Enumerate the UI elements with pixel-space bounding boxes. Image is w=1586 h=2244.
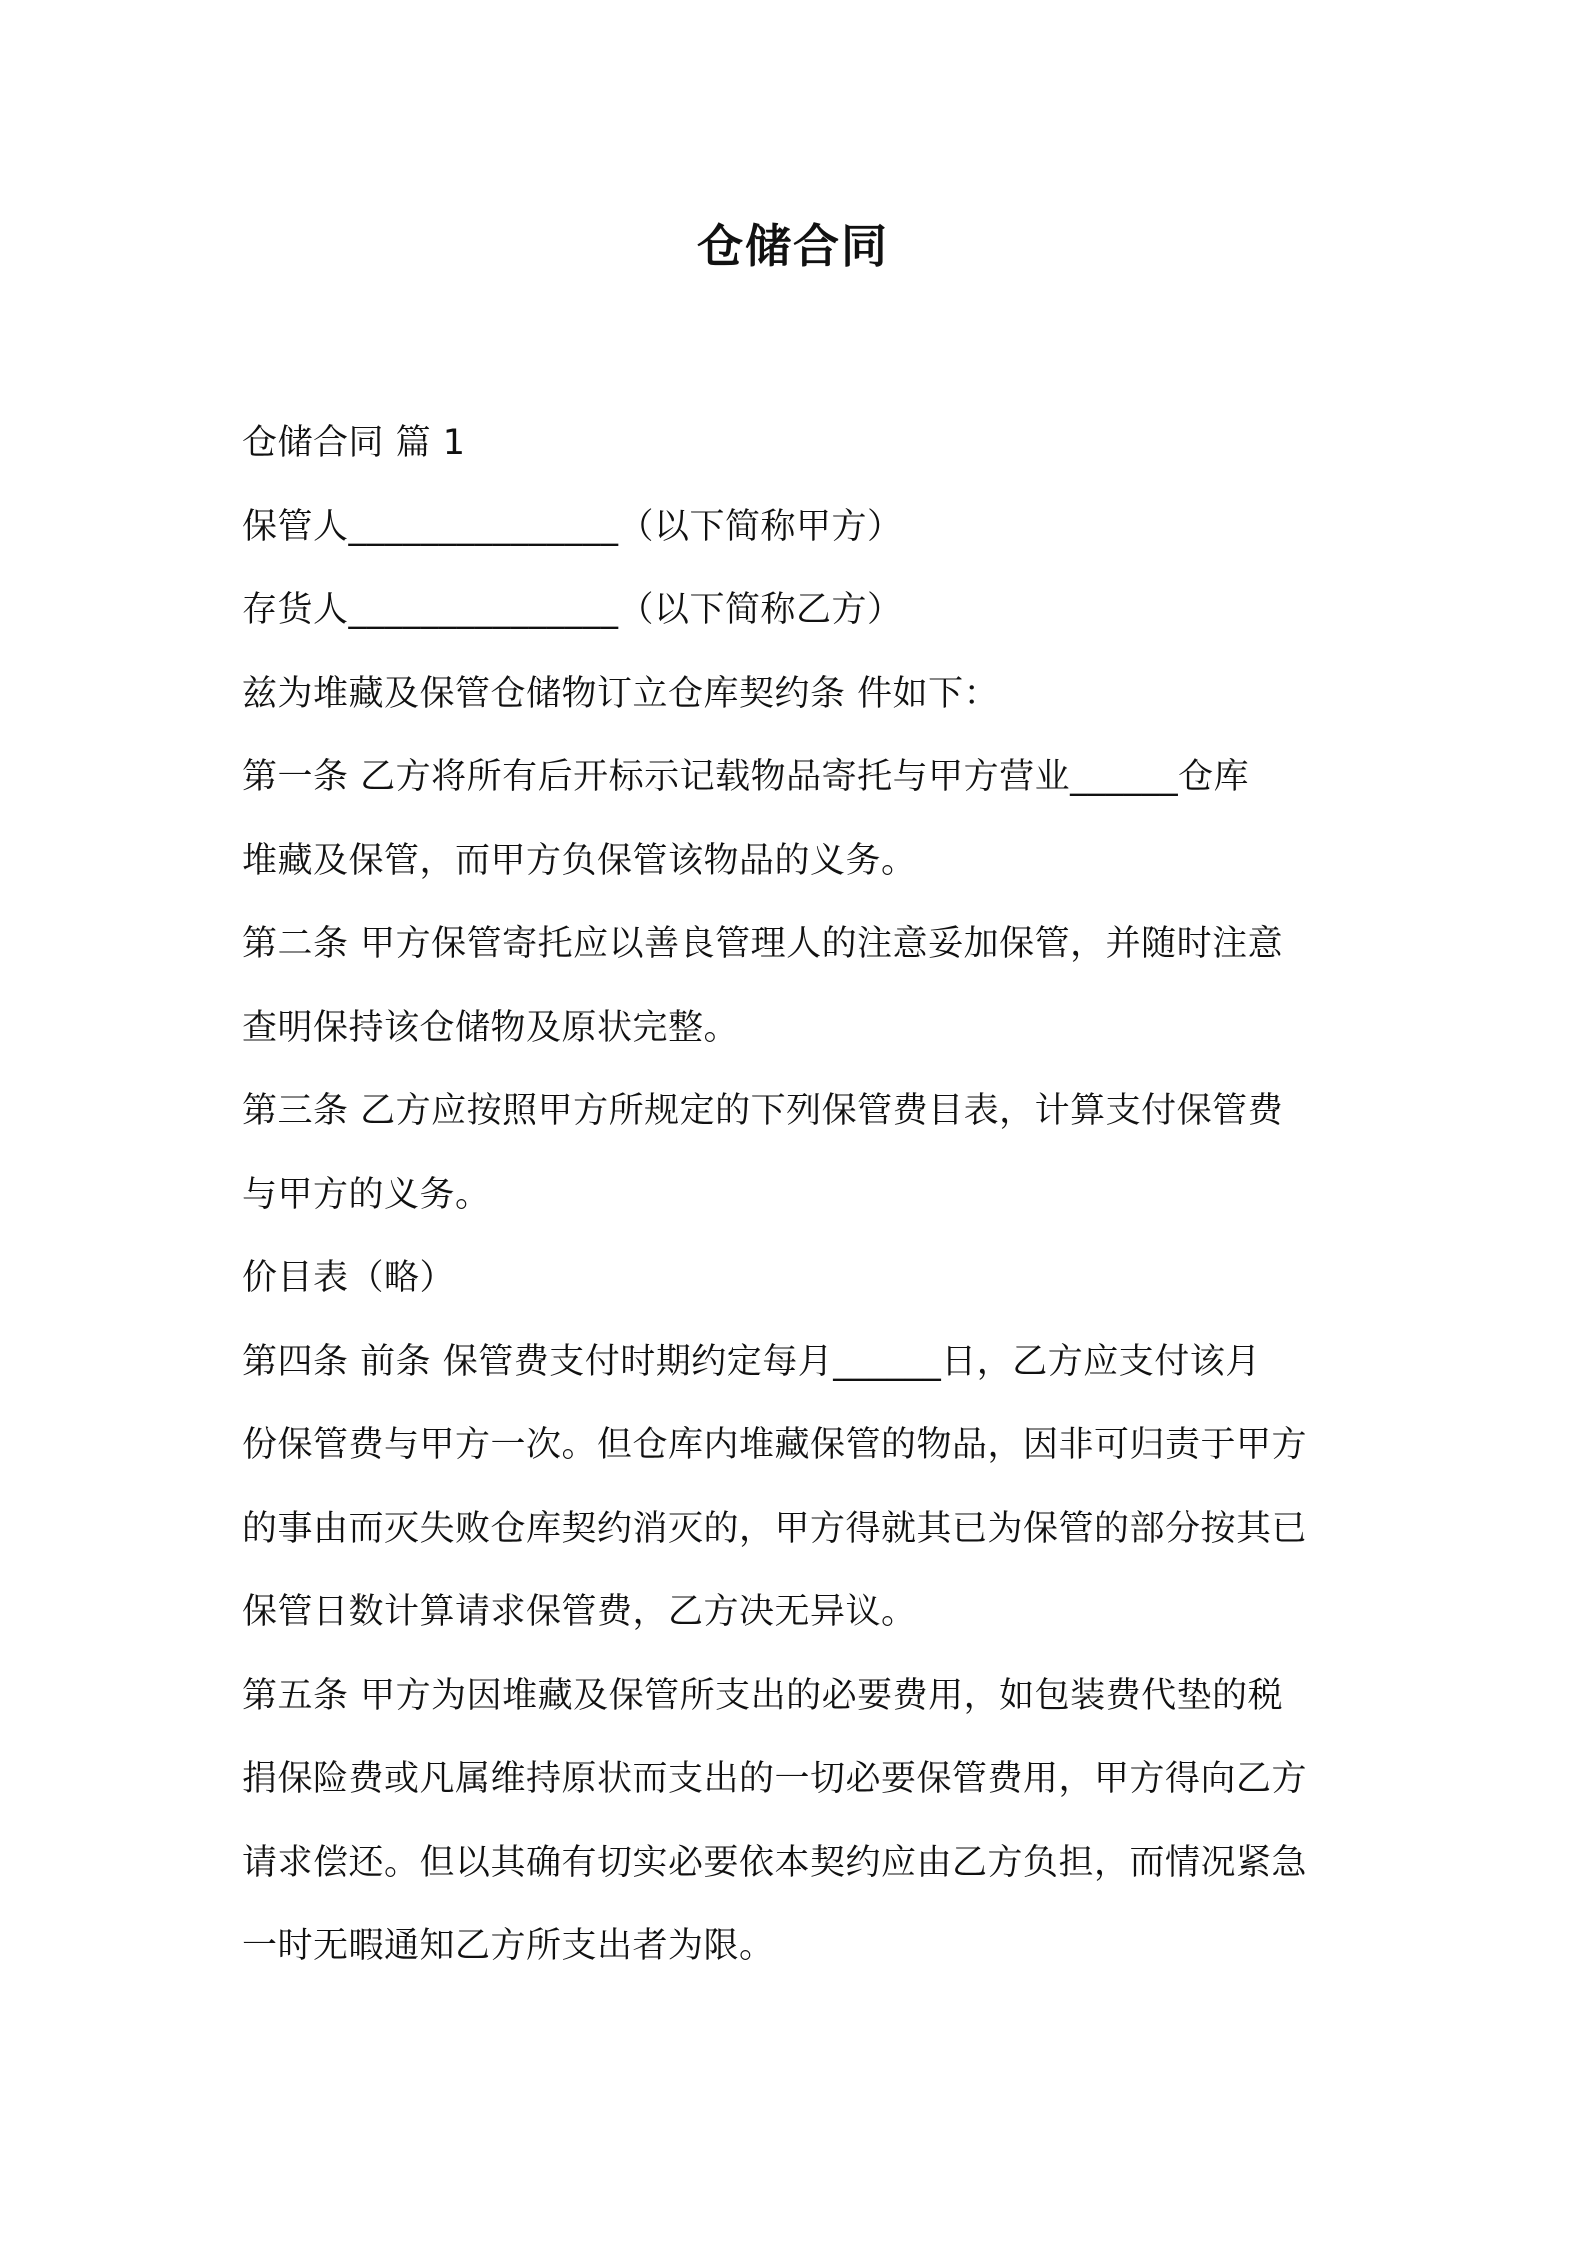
document-title: 仓储合同 <box>697 219 889 273</box>
article-5-line-4: 一时无暇通知乙方所支出者为限。 <box>242 1926 775 1966</box>
section-heading: 仓储合同 篇 1 <box>242 423 466 463</box>
party-depositor-line: 存货人_______________（以下简称乙方） <box>242 590 903 630</box>
article-4-line-4: 保管日数计算请求保管费，乙方决无异议。 <box>242 1592 917 1632</box>
article-4-line-1: 第四条 前条 保管费支付时期约定每月______日，乙方应支付该月 <box>242 1341 1261 1382</box>
article-1-line-2: 堆藏及保管，而甲方负保管该物品的义务。 <box>242 840 917 881</box>
article-5-line-3: 请求偿还。但以其确有切实必要依本契约应由乙方负担，而情况紧急 <box>242 1842 1308 1883</box>
price-list-note: 价目表（略） <box>242 1258 456 1298</box>
party-custodian-line: 保管人_______________（以下简称甲方） <box>242 506 903 547</box>
article-4-line-3: 的事由而灭失败仓库契约消灭的，甲方得就其已为保管的部分按其已 <box>242 1508 1308 1549</box>
article-4-line-2: 份保管费与甲方一次。但仓库内堆藏保管的物品，因非可归责于甲方 <box>242 1425 1308 1465</box>
article-3-line-2: 与甲方的义务。 <box>242 1174 491 1215</box>
document-body <box>242 402 1362 1989</box>
article-2-line-2: 查明保持该仓储物及原状完整。 <box>242 1007 740 1048</box>
article-5-line-2: 捐保险费或凡属维持原状而支出的一切必要保管费用，甲方得向乙方 <box>242 1759 1308 1799</box>
article-3-line-1: 第三条 乙方应按照甲方所规定的下列保管费目表，计算支付保管费 <box>242 1091 1284 1131</box>
article-5-line-1: 第五条 甲方为因堆藏及保管所支出的必要费用，如包装费代垫的税 <box>242 1675 1284 1716</box>
article-2-line-1: 第二条 甲方保管寄托应以善良管理人的注意妥加保管，并随时注意 <box>242 924 1284 964</box>
article-1-line-1: 第一条 乙方将所有后开标示记载物品寄托与甲方营业______仓库 <box>242 757 1250 797</box>
preamble-line: 兹为堆藏及保管仓储物订立仓库契约条 件如下： <box>242 673 1000 714</box>
